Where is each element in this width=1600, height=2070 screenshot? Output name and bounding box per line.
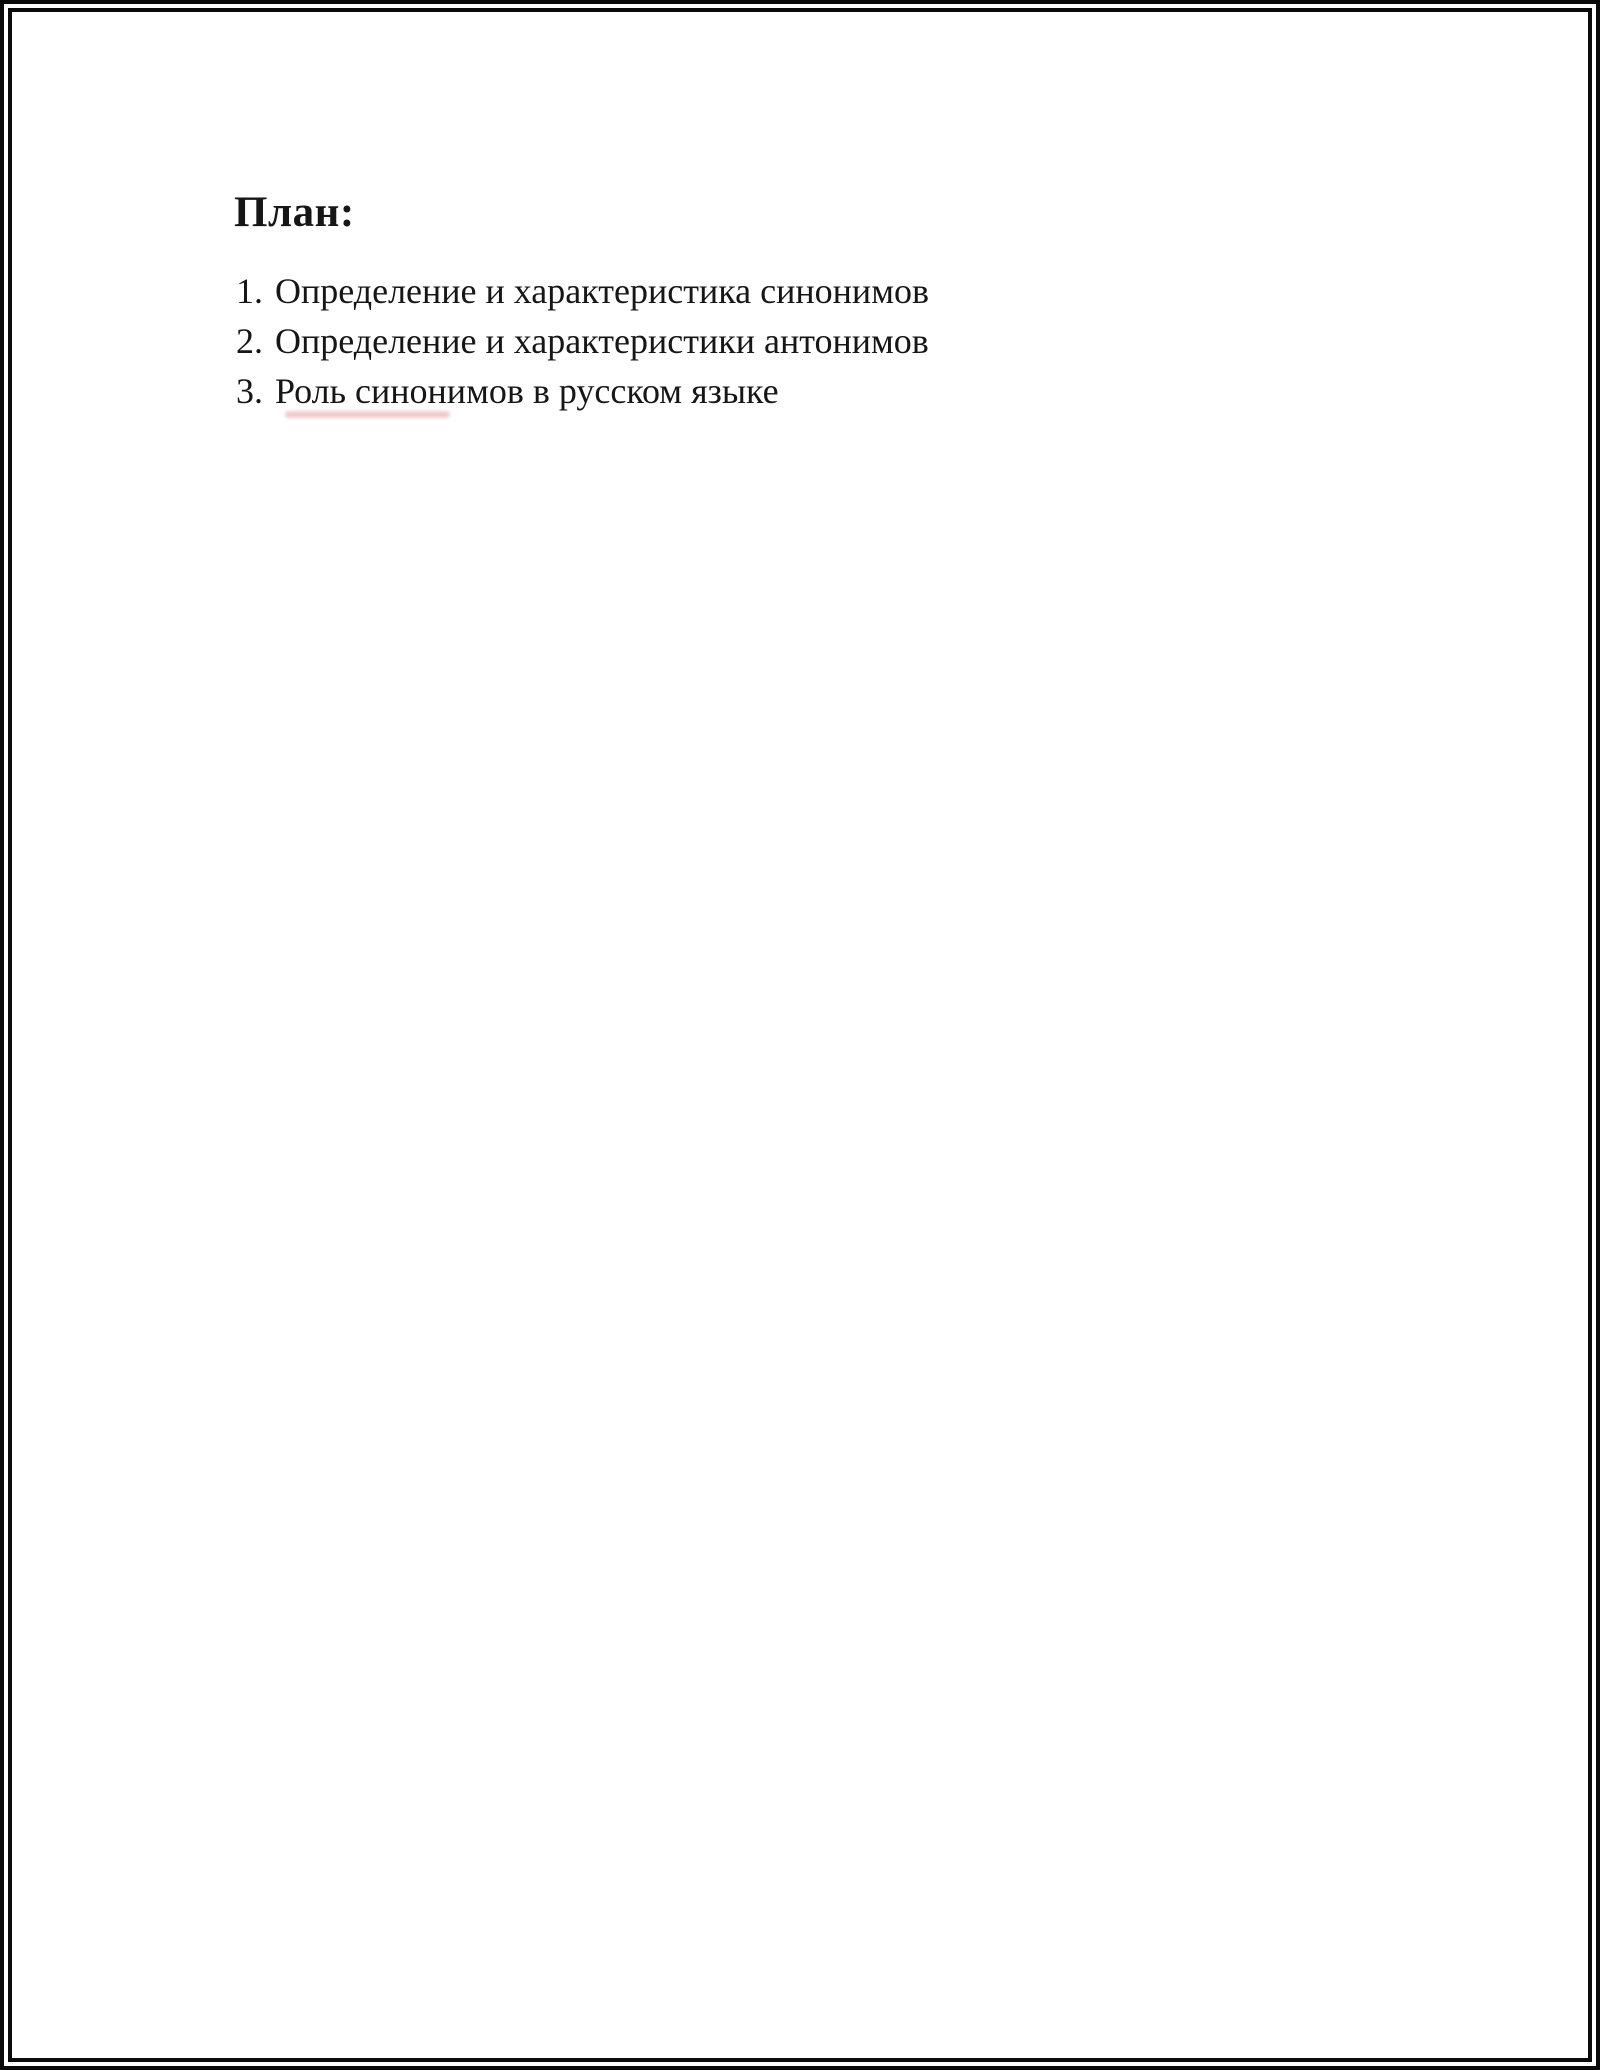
plan-item-number: 1. — [236, 271, 263, 311]
plan-list — [236, 266, 929, 416]
plan-heading: План: — [234, 189, 355, 236]
plan-item-text: Роль синонимов в русском языке — [275, 371, 779, 411]
plan-item-number: 2. — [236, 321, 263, 361]
plan-item-text: Определение и характеристики антонимов — [275, 321, 929, 361]
plan-item-text: Определение и характеристика синонимов — [275, 271, 929, 311]
plan-list-item — [236, 266, 929, 316]
plan-item-number: 3. — [236, 371, 263, 411]
plan-list-item — [236, 316, 929, 366]
plan-list-item — [236, 366, 929, 416]
